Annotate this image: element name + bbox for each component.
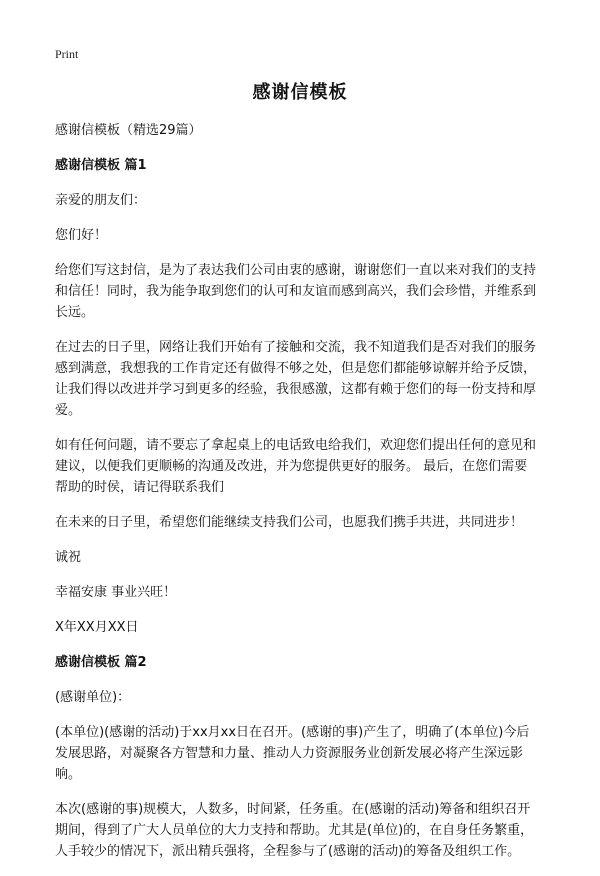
document-body — [55, 120, 540, 876]
document-title: 感谢信模板 — [252, 82, 348, 103]
section-heading-1: 感谢信模板 篇1 — [55, 158, 147, 173]
print-label: Print — [55, 47, 79, 61]
paragraph: 在未来的日子里，希望您们能继续支持我们公司，也愿我们携手共进，共同进步！ — [55, 515, 524, 530]
section-heading-2: 感谢信模板 篇2 — [55, 655, 147, 670]
wishes: 幸福安康 事业兴旺！ — [55, 585, 177, 600]
salutation: (感谢单位)： — [55, 690, 131, 705]
paragraph: 如有任何问题，请不要忘了拿起桌上的电话致电给我们，欢迎您们提出任何的意见和建议，以便我们更顺畅的沟通及改进，并为您提供更好的服务。 最后，在您们需要帮助的时侯，请记得联系我们 — [55, 438, 537, 495]
document-subtitle: 感谢信模板（精选29篇） — [55, 123, 202, 138]
paragraph: 本次(感谢的事)规模大，人数多，时间紧，任务重。在(感谢的活动)筹备和组织召开期间，得到了广大人员单位的大力支持和帮助。尤其是(单位)的，在自身任务繁重，人手较少的情况下，派出精兵强将，全程参与了(感谢的活动)的筹备及组织工作。 — [55, 802, 534, 859]
greeting: 您们好！ — [55, 228, 108, 243]
date: X年XX月XX日 — [55, 620, 139, 635]
salutation: 亲爱的朋友们： — [55, 193, 147, 208]
closing: 诚祝 — [55, 550, 82, 565]
paragraph: 在过去的日子里，网络让我们开始有了接触和交流，我不知道我们是否对我们的服务感到满意，我想我的工作肯定还有做得不够之处，但是您们都能够谅解并给予反馈，让我们得以改进并学习到更多的经验，我很感激，这都有赖于您们的每一份支持和厚爱。 — [55, 340, 537, 418]
paragraph: 给您们写这封信，是为了表达我们公司由衷的感谢，谢谢您们一直以来对我们的支持和信任！同时，我为能争取到您们的认可和友谊而感到高兴，我们会珍惜，并维系到长远。 — [55, 263, 537, 320]
paragraph: (本单位)(感谢的活动)于xx月xx日在召开。(感谢的事)产生了，明确了(本单位)今后发展思路，对凝聚各方智慧和力量、推动人力资源服务业创新发展必将产生深远影响。 — [55, 725, 530, 782]
